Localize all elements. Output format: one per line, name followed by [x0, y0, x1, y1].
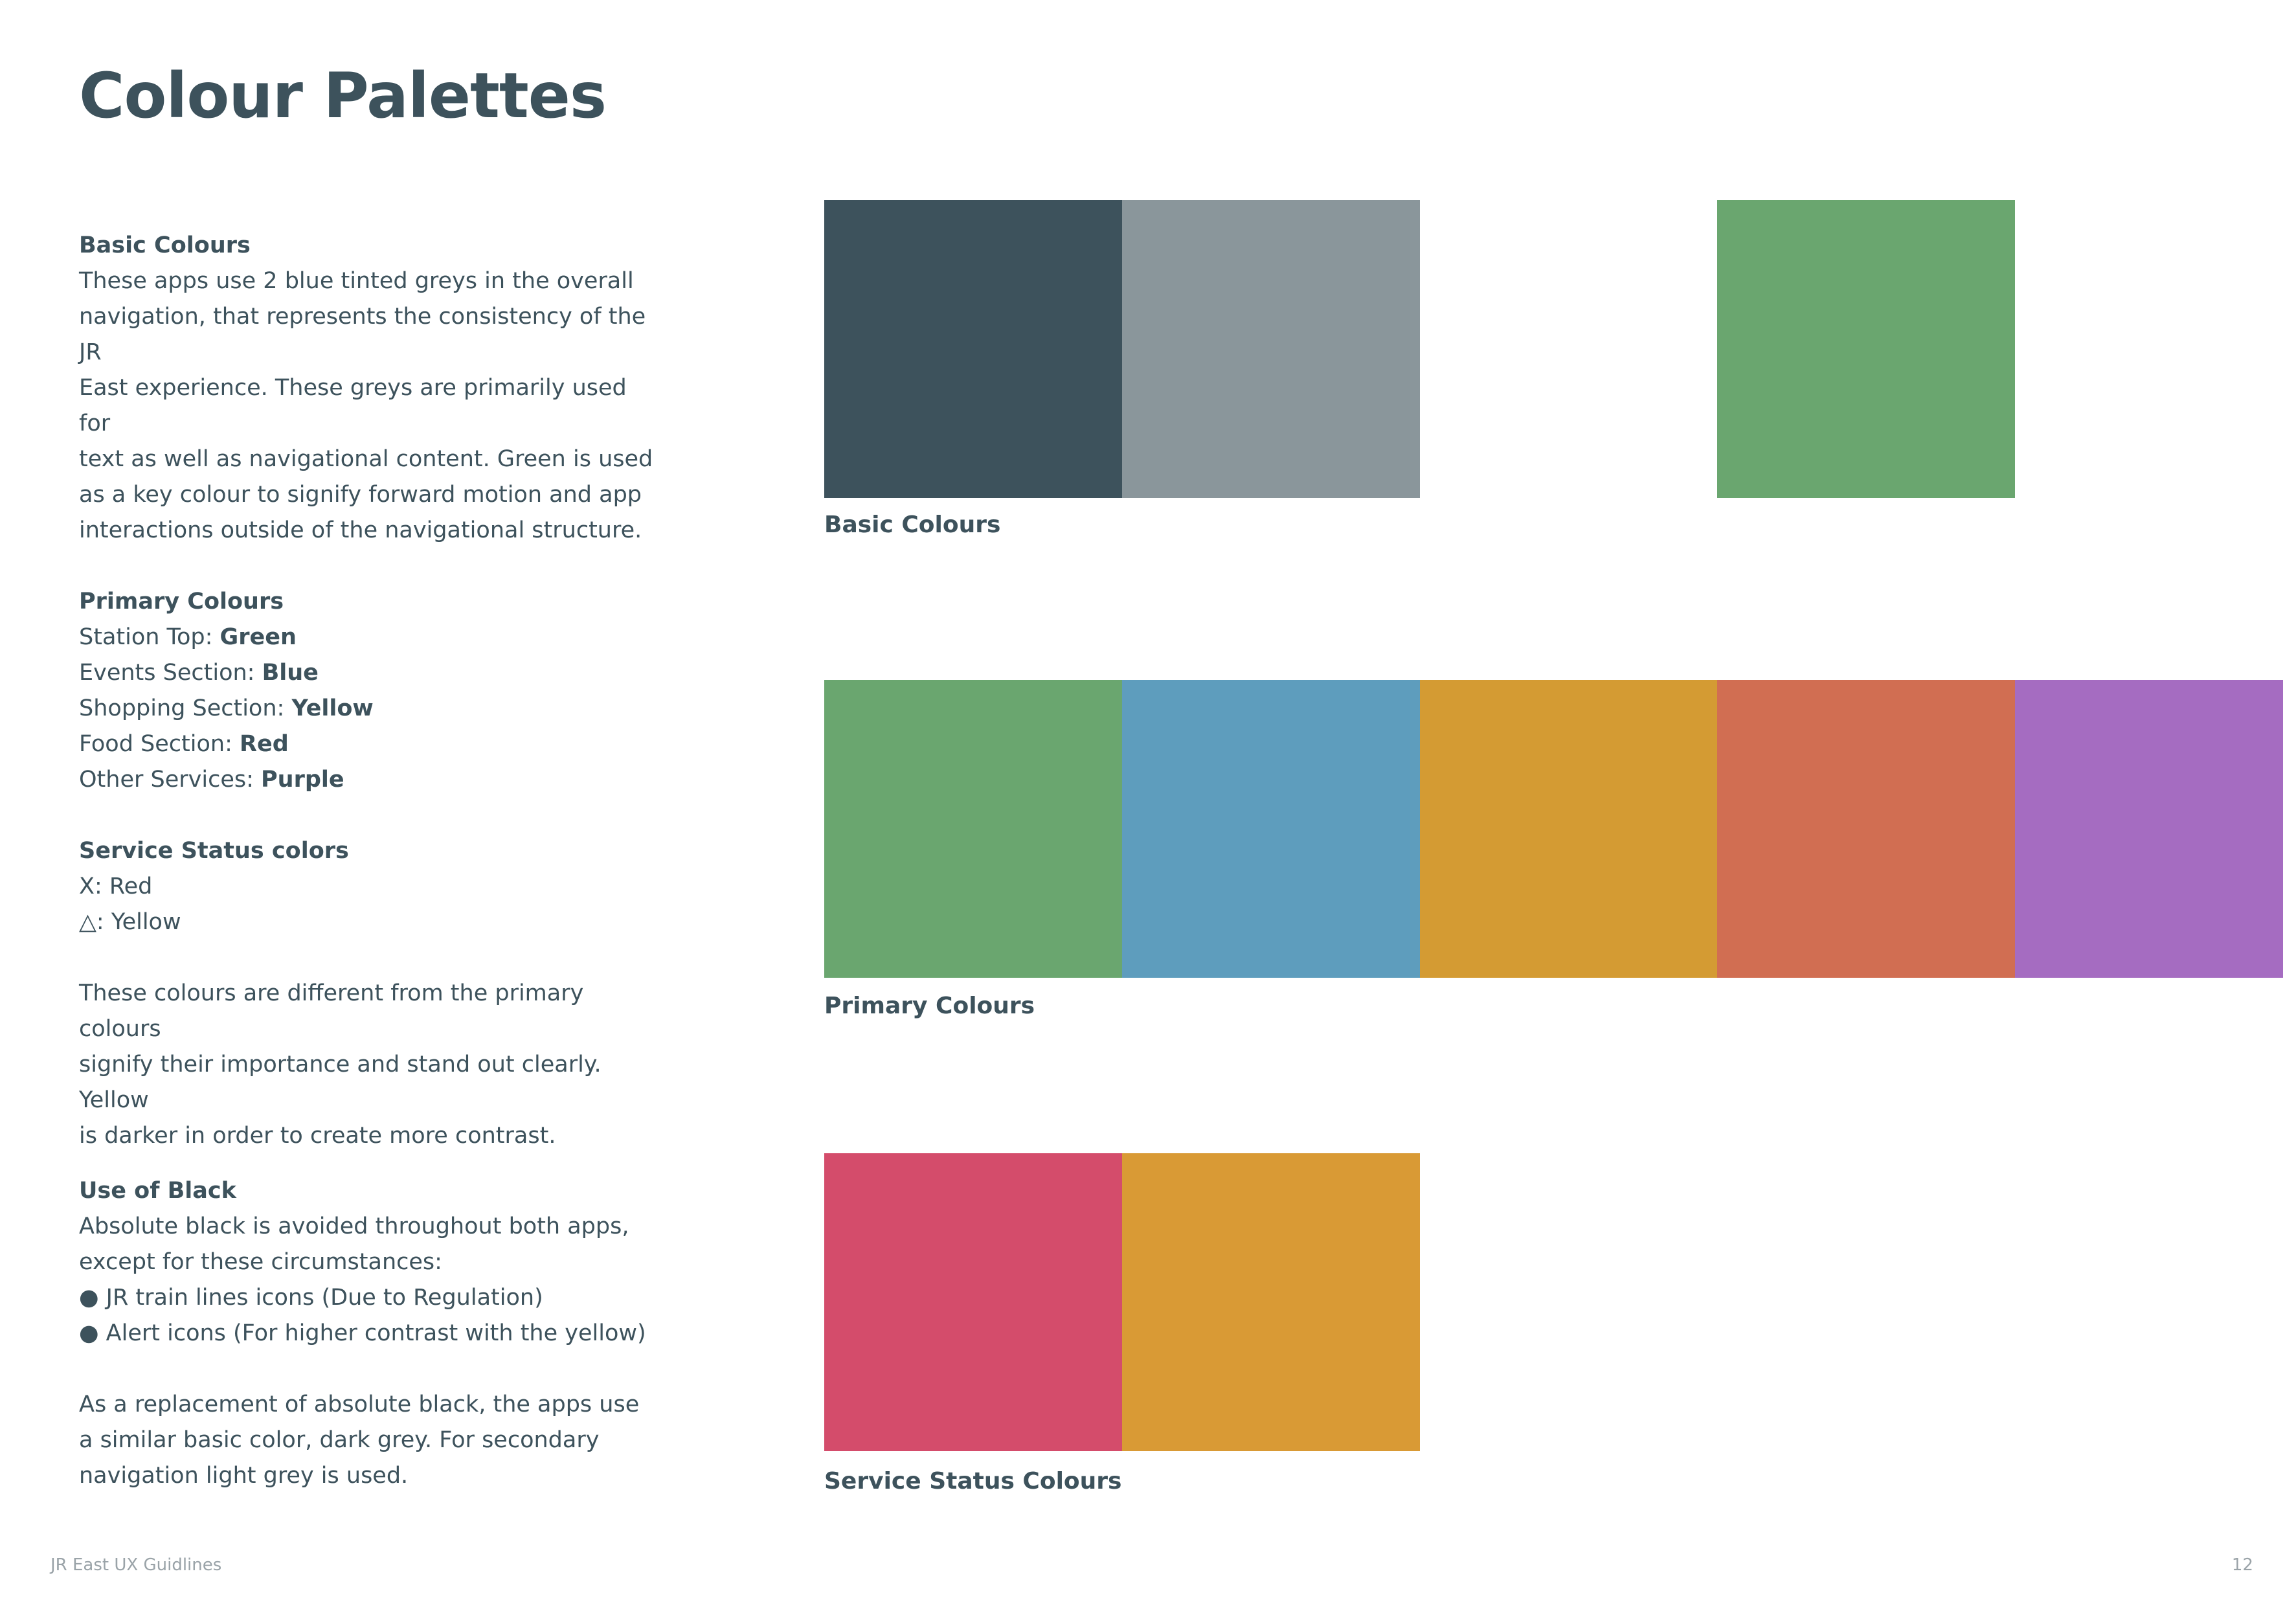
basic-colours-line: text as well as navigational content. Green is used: [79, 446, 653, 472]
basic-colours-line: as a key colour to signify forward motion and app: [79, 482, 642, 508]
status-swatch-red: [824, 1153, 1122, 1451]
primary-colour-label: Shopping Section:: [79, 695, 292, 721]
service-status-note: signify their importance and stand out clearly. Yellow: [79, 1052, 602, 1113]
use-of-black-note: a similar basic color, dark grey. For secondary: [79, 1427, 600, 1453]
primary-colour-label: Station Top:: [79, 624, 220, 650]
basic-swatch-light-grey: [1122, 200, 1420, 498]
primary-colours-label: Primary Colours: [824, 993, 1035, 1019]
basic-swatch-green: [1717, 200, 2015, 498]
basic-colours-palette: [824, 200, 2015, 498]
basic-colours-line: These apps use 2 blue tinted greys in the overall: [79, 268, 634, 294]
basic-colours-section: [79, 228, 662, 1154]
primary-colour-label: Food Section:: [79, 731, 240, 757]
use-of-black-bullet: ● Alert icons (For higher contrast with the yellow): [79, 1320, 646, 1346]
primary-colour-item: [79, 727, 662, 762]
primary-colour-value: Purple: [261, 767, 344, 793]
service-status-note: is darker in order to create more contrast.: [79, 1123, 556, 1149]
primary-colour-value: Green: [219, 624, 297, 650]
service-status-palette: [824, 1153, 1420, 1451]
primary-colours-heading: Primary Colours: [79, 589, 284, 615]
service-status-note: These colours are different from the primary colours: [79, 980, 584, 1042]
status-swatch-yellow: [1122, 1153, 1420, 1451]
basic-swatch-dark-grey: [824, 200, 1122, 498]
page-number: 12: [2231, 1555, 2253, 1575]
primary-colour-value: Red: [240, 731, 289, 757]
use-of-black-line: except for these circumstances:: [79, 1249, 442, 1275]
primary-colour-item: [79, 655, 662, 691]
service-status-label: Service Status Colours: [824, 1468, 1122, 1494]
basic-colours-heading: Basic Colours: [79, 232, 251, 258]
use-of-black-bullet: ● JR train lines icons (Due to Regulation): [79, 1285, 543, 1311]
basic-colours-line: East experience. These greys are primarily used for: [79, 375, 627, 436]
primary-swatch-yellow: [1420, 680, 1718, 978]
basic-colours-label: Basic Colours: [824, 512, 1001, 538]
use-of-black-section: [79, 1173, 662, 1494]
basic-colours-line: interactions outside of the navigational structure.: [79, 517, 642, 543]
primary-colour-label: Other Services:: [79, 767, 262, 793]
basic-colours-line: navigation, that represents the consistency of the JR: [79, 304, 646, 365]
primary-swatch-red: [1717, 680, 2015, 978]
primary-colour-item: [79, 762, 662, 798]
primary-colour-item: [79, 620, 662, 655]
primary-colour-item: [79, 691, 662, 727]
use-of-black-line: Absolute black is avoided throughout both apps,: [79, 1213, 629, 1239]
primary-swatch-purple: [2015, 680, 2283, 978]
primary-colour-value: Yellow: [291, 695, 374, 721]
primary-colour-label: Events Section:: [79, 660, 262, 686]
service-status-item: △: Yellow: [79, 909, 181, 935]
page-title: Colour Palettes: [79, 60, 606, 132]
primary-swatch-blue: [1122, 680, 1420, 978]
use-of-black-note: navigation light grey is used.: [79, 1463, 409, 1489]
primary-colours-palette: [824, 680, 2283, 978]
service-status-item: X: Red: [79, 874, 153, 899]
use-of-black-note: As a replacement of absolute black, the apps use: [79, 1392, 640, 1417]
primary-swatch-green: [824, 680, 1122, 978]
service-status-heading: Service Status colors: [79, 838, 349, 864]
footer-document-title: JR East UX Guidlines: [51, 1555, 222, 1575]
primary-colour-value: Blue: [262, 660, 319, 686]
use-of-black-heading: Use of Black: [79, 1178, 236, 1204]
